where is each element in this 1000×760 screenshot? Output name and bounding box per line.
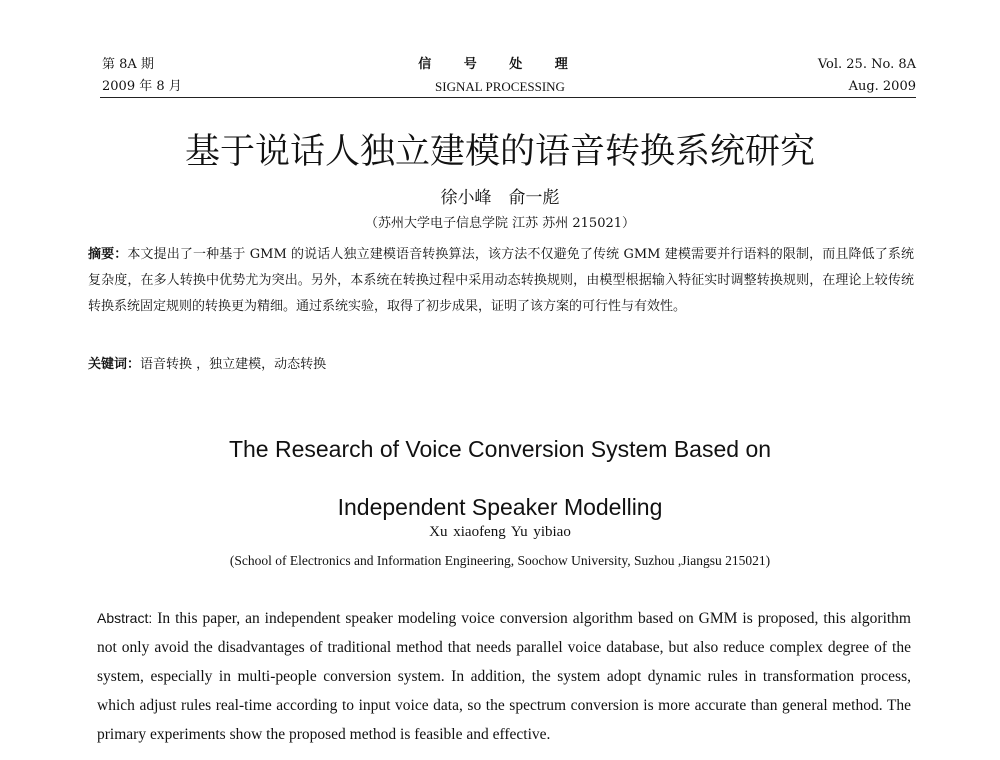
paper-title-en: [0, 420, 1000, 536]
abstract-cn: [88, 242, 914, 320]
issue-number: 第 8A 期: [102, 57, 154, 72]
issue-date-cn: 2009 年 8 月: [102, 79, 182, 94]
volume-info: Vol. 25. No. 8A: [817, 57, 916, 72]
keywords-label-cn: 关键词：: [88, 357, 141, 372]
abstract-label-en: Abstract:: [97, 610, 153, 626]
abstract-label-cn: 摘要：: [88, 247, 128, 262]
paper-title-cn: 基于说话人独立建模的语音转换系统研究: [184, 132, 815, 172]
abstract-en: [97, 604, 911, 749]
abstract-text-cn: 本文提出了一种基于 GMM 的说话人独立建模语音转换算法，该方法不仅避免了传统 GMM 建模需要并行语料的限制，而且降低了系统复杂度，在多人转换中优势尤为突出。另外，本系统在转换过程中采用动态转换规则，由模型根据输入特征实时调整转换规则，在理论上较传统转换系统固定规则的转换更为精细。通过系统实验，取得了初步成果，证明了该方案的可行性与有效性。: [88, 247, 914, 314]
header-right: [818, 57, 916, 95]
keywords-text-cn: 语音转换 ，独立建模，动态转换: [140, 357, 327, 372]
paper-title-en-line1: The Research of Voice Conversion System Based on: [228, 436, 772, 462]
abstract-text-en: In this paper, an independent speaker modeling voice conversion algorithm based on GMM is proposed, this algorithm not only avoid the disadvantages of traditional method that needs parallel voice database, but also reduce complex degree of the system, especially in multi-people conversion system. In addition, the system adopt dynamic rules in transformation process, which adjust rules real-time according to input voice data, so the spectrum conversion is more accurate than general method. The primary experiments show the proposed method is feasible and effective.: [97, 610, 911, 743]
keywords-cn: [88, 354, 914, 376]
paper-title-en-line2: Independent Speaker Modelling: [337, 494, 663, 520]
affiliation-en: (School of Electronics and Information Engineering, Soochow University, Suzhou ,Jiangsu 215021): [229, 553, 771, 568]
journal-name-en: SIGNAL PROCESSING: [435, 79, 565, 94]
authors-cn: 徐小峰 俞一彪: [440, 188, 560, 208]
authors-en: Xu xiaofeng Yu yibiao: [429, 524, 571, 540]
affiliation-cn: （苏州大学电子信息学院 江苏 苏州 215021）: [364, 216, 636, 231]
header-rule: [100, 97, 916, 98]
journal-name-cn: 信 号 处 理: [418, 57, 582, 72]
issue-date-en: Aug. 2009: [848, 79, 916, 94]
